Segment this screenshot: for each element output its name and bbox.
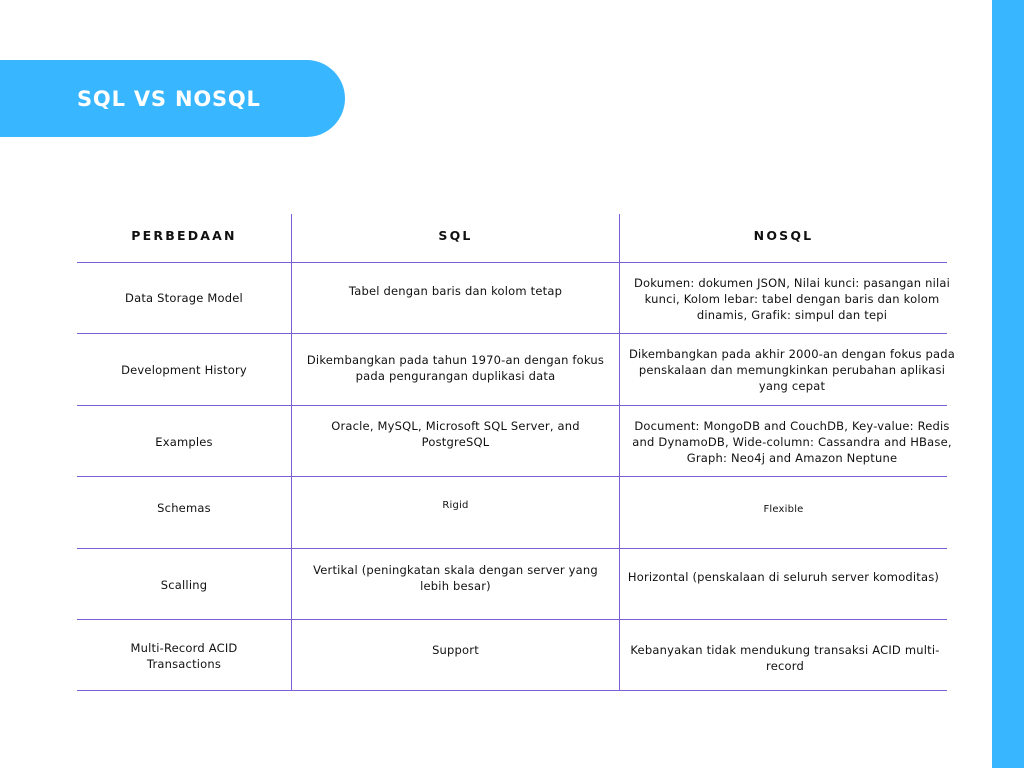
nosql-cell-examples: Document: MongoDB and CouchDB, Key-value: Redis and DynamoDB, Wide-column: Cassandra and HBase, Graph: Neo4j and Amazon Neptune — [632, 419, 952, 465]
page-title: SQL VS NOSQL — [77, 87, 261, 111]
sql-cell-schemas: Rigid — [442, 500, 469, 511]
sql-cell-scalling: Vertikal (peningkatan skala dengan server yang lebih besar) — [313, 562, 598, 593]
nosql-cell-schemas: Flexible — [763, 504, 804, 515]
header-perbedaan: PERBEDAAN — [131, 228, 237, 243]
nosql-cell-scalling: Horizontal (penskalaan di seluruh server komoditas) — [627, 569, 940, 584]
nosql-cell-development-history: Dikembangkan pada akhir 2000-an dengan fokus pada penskalaan dan memungkinkan perubahan aplikasi yang cepat — [628, 347, 956, 393]
row-label-scalling: Scalling — [160, 577, 208, 592]
header-nosql: NOSQL — [753, 228, 814, 243]
sql-cell-development-history: Dikembangkan pada tahun 1970-an dengan fokus pada pengurangan duplikasi data — [306, 353, 605, 383]
row-label-development-history: Development History — [121, 362, 247, 377]
sql-cell-examples: Oracle, MySQL, Microsoft SQL Server, and PostgreSQL — [331, 419, 580, 449]
nosql-cell-data-storage-model: Dokumen: dokumen JSON, Nilai kunci: pasangan nilai kunci, Kolom lebar: tabel dengan baris dan kolom dinamis, Grafik: simpul dan tepi — [633, 276, 951, 322]
row-label-examples: Examples — [155, 434, 213, 449]
nosql-cell-multi-record-acid: Kebanyakan tidak mendukung transaksi ACID multi-record — [630, 643, 940, 673]
header-sql: SQL — [438, 228, 473, 243]
row-label-schemas: Schemas — [157, 501, 211, 515]
sql-cell-multi-record-acid: Support — [432, 643, 479, 657]
row-label-data-storage-model: Data Storage Model — [125, 291, 243, 305]
sql-cell-data-storage-model: Tabel dengan baris dan kolom tetap — [348, 284, 563, 298]
right-accent-stripe — [992, 0, 1024, 768]
row-label-multi-record-acid: Multi-Record ACID Transactions — [130, 640, 238, 671]
